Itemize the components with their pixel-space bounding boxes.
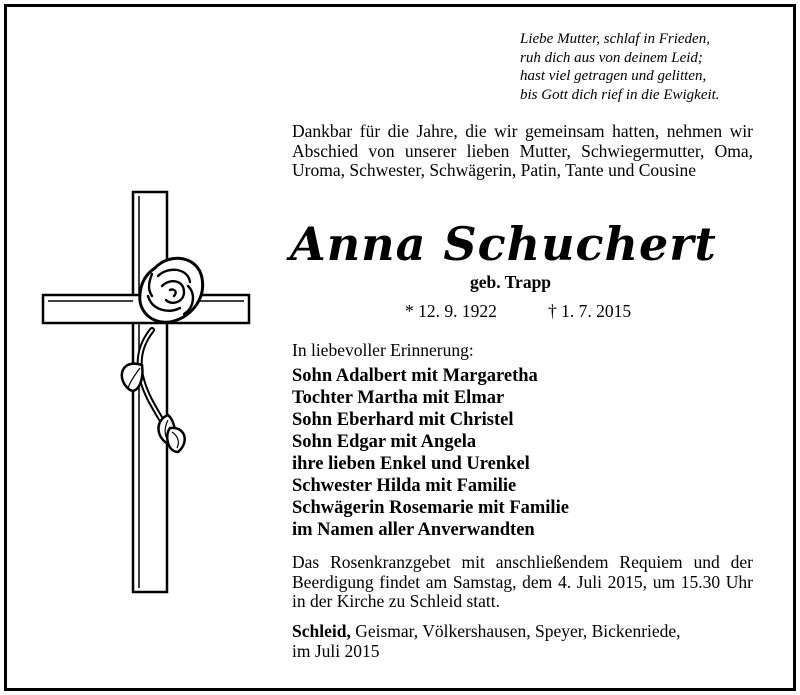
mourner-line: Sohn Edgar mit Angela xyxy=(292,432,477,452)
poem-line: ruh dich aus von deinem Leid; xyxy=(520,49,703,66)
mourner-line: Tochter Martha mit Elmar xyxy=(292,388,505,408)
deceased-name: Anna Schuchert xyxy=(290,217,717,271)
notice-date: im Juli 2015 xyxy=(292,640,380,661)
cross-with-rose-icon xyxy=(40,190,254,600)
mourner-line: Sohn Adalbert mit Margaretha xyxy=(292,366,538,386)
place-date xyxy=(292,622,753,661)
poem-line: Liebe Mutter, schlaf in Frieden, xyxy=(520,31,710,47)
place-town: Schleid, xyxy=(292,621,351,641)
mourner-line: Schwägerin Rosemarie mit Familie xyxy=(292,498,569,518)
rose-leaf xyxy=(167,428,185,452)
mourner-line: ihre lieben Enkel und Urenkel xyxy=(292,454,530,474)
mourner-line: im Namen aller Anverwandten xyxy=(292,520,535,540)
mourners-list xyxy=(292,365,569,541)
place-others: Geismar, Völkershausen, Speyer, Bickenriede, xyxy=(350,621,681,641)
mourner-line: Schwester Hilda mit Familie xyxy=(292,476,517,496)
rose-leaf xyxy=(122,364,143,391)
poem-line: hast viel getragen und gelitten, xyxy=(520,68,707,84)
poem-line: bis Gott dich rief in die Ewigkeit. xyxy=(520,86,720,103)
memory-label: In liebevoller Erinnerung: xyxy=(292,340,474,360)
mourner-line: Sohn Eberhard mit Christel xyxy=(292,410,514,430)
maiden-name: geb. Trapp xyxy=(470,272,552,292)
birth-date: * 12. 9. 1922 xyxy=(405,301,497,321)
intro-text: Dankbar für die Jahre, die wir gemeinsam hatten, nehmen wir Abschied von unserer lieben Mutter, Schwiegermutter, Oma, Uroma, Schwester, Schwägerin, Patin, Tante und Cousine xyxy=(292,121,753,180)
cross-beam-vertical xyxy=(133,192,167,592)
death-date: † 1. 7. 2015 xyxy=(548,301,632,321)
ceremony-text: Das Rosenkranzgebet mit anschließendem Requiem und der Beerdigung findet am Samstag, dem 4. Juli 2015, um 15.30 Uhr in der Kirche zu Schleid statt. xyxy=(292,552,753,611)
poem xyxy=(520,30,792,104)
